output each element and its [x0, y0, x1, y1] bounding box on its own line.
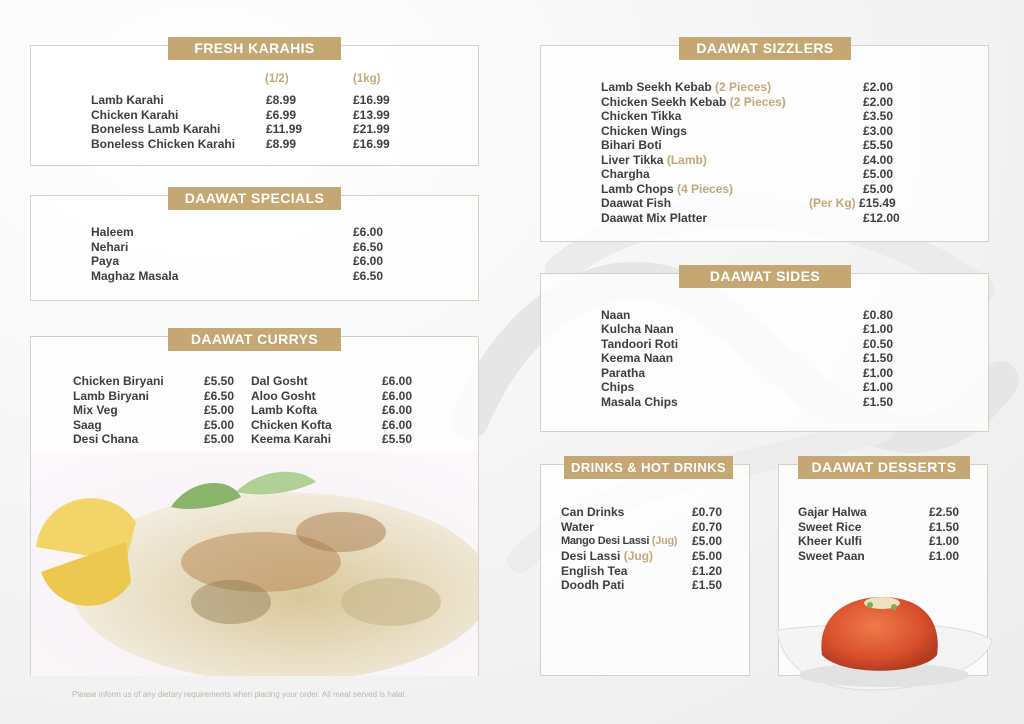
section-title: DAAWAT CURRYS	[168, 328, 341, 351]
item-price-full: £16.99	[353, 137, 390, 151]
menu-item	[601, 80, 771, 95]
menu-item: Masala Chips	[601, 395, 678, 409]
section-title: DRINKS & HOT DRINKS	[564, 456, 733, 479]
item-price: £15.49	[859, 196, 896, 210]
price-note: (Per Kg)	[809, 196, 856, 210]
menu-item: Maghaz Masala	[91, 269, 179, 283]
menu-item	[91, 122, 220, 137]
item-price: £5.00	[204, 432, 235, 446]
section-title: DAAWAT SIZZLERS	[679, 37, 851, 60]
menu-item: Tandoori Roti	[601, 337, 679, 351]
item-price: £1.00	[929, 549, 960, 563]
menu-item: Chicken Wings	[601, 124, 687, 138]
item-price: £5.00	[692, 534, 723, 548]
item-price: £1.00	[863, 366, 894, 380]
item-name: Lamb Karahi	[91, 93, 164, 107]
item-price: £5.00	[863, 182, 894, 196]
item-name: Chicken Karahi	[91, 108, 179, 122]
item-price: £0.80	[863, 308, 894, 322]
item-price: £1.50	[929, 520, 960, 534]
item-price: £6.00	[382, 403, 413, 417]
menu-item: Can Drinks	[561, 505, 625, 519]
item-price: £5.00	[204, 403, 235, 417]
biryani-photo	[31, 452, 478, 676]
item-price: £6.00	[382, 389, 413, 403]
item-price: £5.00	[863, 167, 894, 181]
item-price: £3.00	[863, 124, 894, 138]
item-price: £12.00	[863, 211, 900, 225]
menu-item	[91, 137, 235, 152]
item-price: £1.50	[863, 351, 894, 365]
column-header-1kg: (1kg)	[353, 73, 381, 85]
menu-item: Keema Naan	[601, 351, 674, 365]
item-price: £5.50	[204, 374, 235, 388]
menu-item: Doodh Pati	[561, 578, 625, 592]
item-price: £2.00	[863, 80, 894, 94]
item-name: Liver Tikka	[601, 153, 664, 167]
menu-item: Chicken Biryani	[73, 374, 164, 388]
panel-daawat-specials	[30, 190, 479, 301]
item-price: £6.00	[353, 225, 384, 239]
item-name: Mango Desi Lassi	[561, 535, 650, 547]
menu-item: Keema Karahi	[251, 432, 332, 446]
item-name: Lamb Seekh Kebab	[601, 80, 712, 94]
menu-item: Aloo Gosht	[251, 389, 316, 403]
section-title: DAAWAT SIDES	[679, 265, 851, 288]
menu-item: Water	[561, 520, 594, 534]
item-price: £6.50	[204, 389, 235, 403]
menu-item	[601, 153, 707, 168]
item-price: £6.50	[353, 269, 384, 283]
item-price: £0.70	[692, 505, 723, 519]
item-price: £1.50	[863, 395, 894, 409]
item-price: £1.00	[863, 380, 894, 394]
menu-item	[91, 93, 164, 108]
item-price-full: £13.99	[353, 108, 390, 122]
item-note: (2 Pieces)	[715, 80, 772, 94]
item-price: £1.00	[863, 322, 894, 336]
menu-item: Chicken Kofta	[251, 418, 332, 432]
menu-item: Naan	[601, 308, 631, 322]
item-name: Boneless Chicken Karahi	[91, 137, 236, 151]
item-note: (Jug)	[651, 535, 678, 547]
menu-item: Haleem	[91, 225, 134, 239]
menu-item: Daawat Fish	[601, 196, 672, 210]
item-price-half: £6.99	[266, 108, 297, 122]
column-header-half: (1/2)	[265, 73, 289, 85]
item-price: £2.00	[863, 95, 894, 109]
item-price: £4.00	[863, 153, 894, 167]
item-note: (2 Pieces)	[729, 95, 786, 109]
menu-item: Desi Chana	[73, 432, 139, 446]
menu-item: Kheer Kulfi	[798, 534, 863, 548]
item-note: (Jug)	[623, 549, 654, 563]
item-price-full: £21.99	[353, 122, 390, 136]
item-price-half: £8.99	[266, 137, 297, 151]
menu-item: Lamb Biryani	[73, 389, 150, 403]
item-name: Desi Lassi	[561, 549, 621, 563]
menu-item: Chargha	[601, 167, 650, 181]
item-price: £1.00	[929, 534, 960, 548]
item-price-half: £11.99	[266, 122, 303, 136]
menu-item: Dal Gosht	[251, 374, 308, 388]
item-name: Lamb Chops	[601, 182, 674, 196]
item-price-note	[809, 196, 896, 210]
menu-item: Daawat Mix Platter	[601, 211, 708, 225]
item-price: £6.50	[353, 240, 384, 254]
dietary-footer-note: Please inform us of any dietary requirements when placing your order. All meat served is halal.	[72, 690, 407, 699]
section-title: DAAWAT SPECIALS	[168, 187, 341, 210]
item-price: £5.50	[382, 432, 413, 446]
item-price: £6.00	[382, 374, 413, 388]
menu-item: Sweet Paan	[798, 549, 865, 563]
item-price: £5.00	[204, 418, 235, 432]
menu-item: Mix Veg	[73, 403, 118, 417]
item-price: £0.70	[692, 520, 723, 534]
item-name: Chicken Seekh Kebab	[601, 95, 727, 109]
menu-item: Lamb Kofta	[251, 403, 317, 417]
item-name: Boneless Lamb Karahi	[91, 122, 221, 136]
menu-item: Paya	[91, 254, 120, 268]
menu-item: Chips	[601, 380, 635, 394]
panel-daawat-currys	[30, 331, 479, 676]
menu-item	[561, 534, 677, 549]
menu-item: Saag	[73, 418, 102, 432]
gajar-halwa-photo	[772, 585, 997, 697]
panel-daawat-sides	[540, 268, 989, 432]
menu-item: Kulcha Naan	[601, 322, 674, 336]
menu-item	[561, 549, 653, 564]
menu-item: Bihari Boti	[601, 138, 662, 152]
menu-item: Paratha	[601, 366, 646, 380]
item-price: £6.00	[353, 254, 384, 268]
item-note: (4 Pieces)	[677, 182, 734, 196]
item-price: £1.20	[692, 564, 723, 578]
item-price-full: £16.99	[353, 93, 390, 107]
panel-fresh-karahis	[30, 40, 479, 166]
item-note: (Lamb)	[666, 153, 707, 167]
item-price-half: £8.99	[266, 93, 297, 107]
menu-item: Nehari	[91, 240, 129, 254]
panel-drinks	[540, 460, 750, 676]
menu-item: Gajar Halwa	[798, 505, 867, 519]
menu-item	[601, 95, 786, 110]
item-price: £2.50	[929, 505, 960, 519]
menu-item: English Tea	[561, 564, 628, 578]
section-title: FRESH KARAHIS	[168, 37, 341, 60]
panel-daawat-sizzlers	[540, 40, 989, 242]
menu-item	[91, 108, 178, 123]
item-price: £0.50	[863, 337, 894, 351]
item-price: £6.00	[382, 418, 413, 432]
item-price: £1.50	[692, 578, 723, 592]
item-price: £5.00	[692, 549, 723, 563]
item-price: £3.50	[863, 109, 894, 123]
menu-item	[601, 182, 733, 197]
menu-item: Sweet Rice	[798, 520, 862, 534]
item-price: £5.50	[863, 138, 894, 152]
menu-item: Chicken Tikka	[601, 109, 682, 123]
section-title: DAAWAT DESSERTS	[798, 456, 970, 479]
